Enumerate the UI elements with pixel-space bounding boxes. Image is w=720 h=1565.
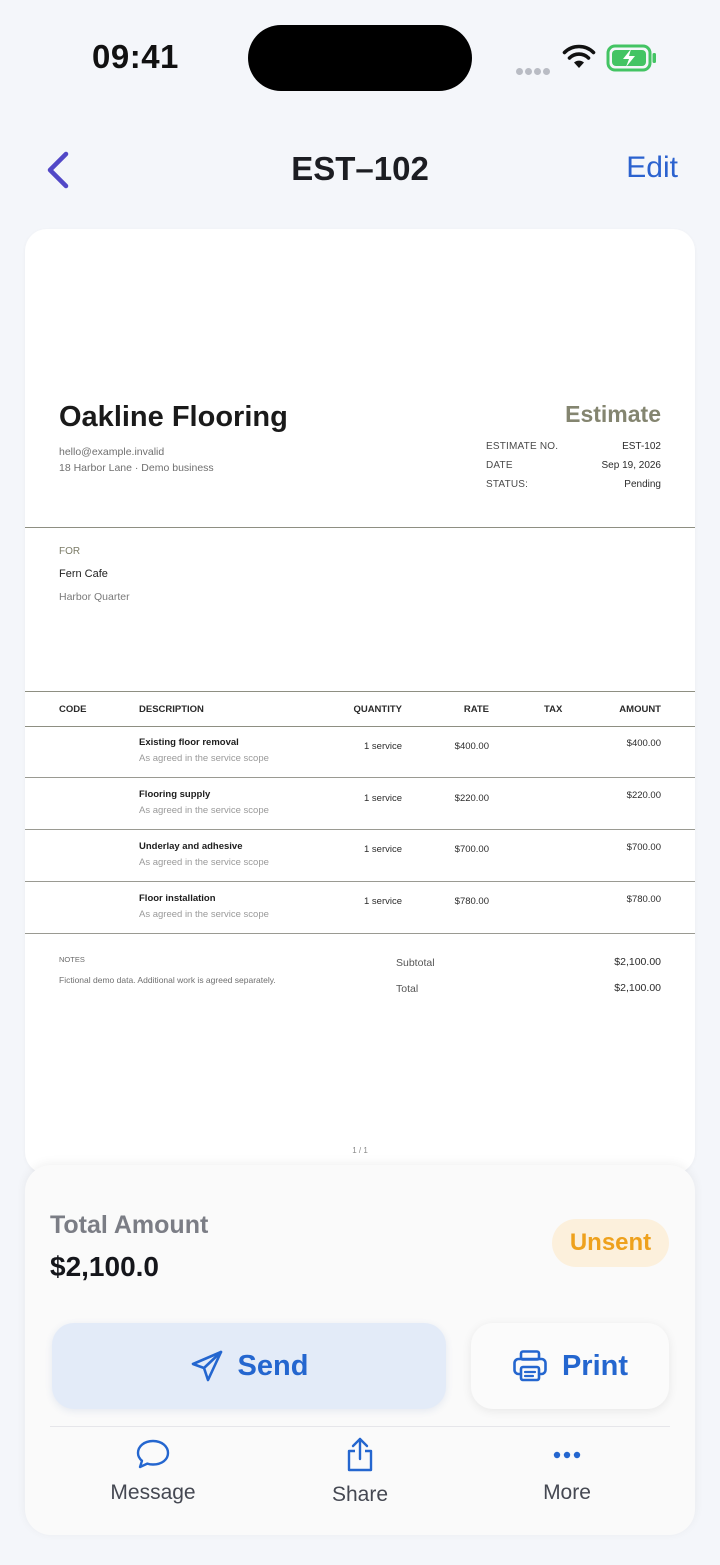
edit-button[interactable]: Edit xyxy=(626,151,678,184)
line-item-subtitle: As agreed in the service scope xyxy=(139,909,269,920)
notes-label: NOTES xyxy=(59,955,85,964)
table-header-divider xyxy=(25,726,695,727)
send-button[interactable] xyxy=(52,1323,446,1409)
status-badge: Unsent xyxy=(552,1219,669,1267)
line-item-rate: $780.00 xyxy=(454,896,489,907)
line-item-rate: $400.00 xyxy=(454,741,489,752)
column-header-amount: AMOUNT xyxy=(619,704,661,715)
column-header-quantity: QUANTITY xyxy=(353,704,402,715)
column-header-code: CODE xyxy=(59,704,87,715)
total-label: Total xyxy=(396,983,419,995)
line-item-subtitle: As agreed in the service scope xyxy=(139,753,269,764)
total-amount-label: Total Amount xyxy=(50,1211,209,1239)
line-item-quantity: 1 service xyxy=(363,793,402,804)
wifi-icon xyxy=(562,44,596,70)
estimate-document-preview[interactable] xyxy=(25,229,695,1174)
total-value: $2,100.00 xyxy=(614,982,661,994)
share-action[interactable] xyxy=(270,1437,450,1517)
print-button-label: Print xyxy=(561,1349,629,1382)
share-icon xyxy=(344,1437,376,1473)
row-divider xyxy=(25,881,695,882)
cellular-signal-icon xyxy=(516,62,552,70)
row-divider xyxy=(25,933,695,934)
status-time: 09:41 xyxy=(92,38,179,75)
line-item-rate: $220.00 xyxy=(454,793,489,804)
line-item-title: Existing floor removal xyxy=(139,737,239,748)
line-item-title: Underlay and adhesive xyxy=(139,841,243,852)
message-action-label: Message xyxy=(110,1481,196,1504)
column-header-description: DESCRIPTION xyxy=(139,704,204,715)
estimate-number-value: EST-102 xyxy=(622,441,661,452)
printer-icon xyxy=(512,1349,548,1383)
company-address: 18 Harbor Lane · Demo business xyxy=(59,462,214,474)
date-label: DATE xyxy=(486,460,513,471)
row-divider xyxy=(25,777,695,778)
bill-to-label: FOR xyxy=(59,546,81,557)
share-action-label: Share xyxy=(331,1483,389,1506)
more-action-label: More xyxy=(543,1481,591,1504)
total-amount-value: $2,100.0 xyxy=(50,1251,159,1282)
page-indicator: 1 / 1 xyxy=(352,1146,368,1155)
company-name: Oakline Flooring xyxy=(59,401,288,433)
line-item-quantity: 1 service xyxy=(363,896,402,907)
row-divider xyxy=(25,829,695,830)
send-button-label: Send xyxy=(237,1349,309,1382)
subtotal-value: $2,100.00 xyxy=(614,956,661,968)
page-title: EST–102 xyxy=(291,150,429,187)
dynamic-island xyxy=(248,25,472,91)
line-item-title: Flooring supply xyxy=(139,789,211,800)
line-item-amount: $780.00 xyxy=(626,894,661,905)
subtotal-label: Subtotal xyxy=(396,957,435,969)
line-item-subtitle: As agreed in the service scope xyxy=(139,805,269,816)
date-value: Sep 19, 2026 xyxy=(601,460,661,471)
more-icon xyxy=(549,1437,585,1471)
more-action[interactable] xyxy=(477,1437,657,1517)
line-item-amount: $400.00 xyxy=(626,738,661,749)
sheet-divider xyxy=(50,1426,670,1427)
table-top-divider xyxy=(25,691,695,692)
print-button[interactable] xyxy=(471,1323,669,1409)
notes-text: Fictional demo data. Additional work is agreed separately. xyxy=(59,975,276,985)
message-icon xyxy=(135,1437,171,1471)
client-name: Fern Cafe xyxy=(59,568,108,580)
company-email: hello@example.invalid xyxy=(59,446,165,458)
line-item-rate: $700.00 xyxy=(454,844,489,855)
line-item-quantity: 1 service xyxy=(363,844,402,855)
line-item-subtitle: As agreed in the service scope xyxy=(139,857,269,868)
status-label: STATUS: xyxy=(486,479,529,490)
status-value: Pending xyxy=(624,479,661,490)
line-item-amount: $700.00 xyxy=(626,842,661,853)
document-type-heading: Estimate xyxy=(565,401,661,427)
battery-charging-icon xyxy=(606,44,658,72)
line-item-amount: $220.00 xyxy=(626,790,661,801)
line-item-title: Floor installation xyxy=(139,893,216,904)
message-action[interactable] xyxy=(63,1437,243,1517)
client-area: Harbor Quarter xyxy=(59,591,130,603)
line-item-quantity: 1 service xyxy=(363,741,402,752)
header-divider xyxy=(25,527,695,528)
estimate-number-label: ESTIMATE NO. xyxy=(486,441,559,452)
send-paper-plane-icon xyxy=(190,1349,224,1383)
column-header-rate: RATE xyxy=(463,704,489,715)
column-header-tax: TAX xyxy=(544,704,563,715)
actions-sheet xyxy=(25,1165,695,1535)
